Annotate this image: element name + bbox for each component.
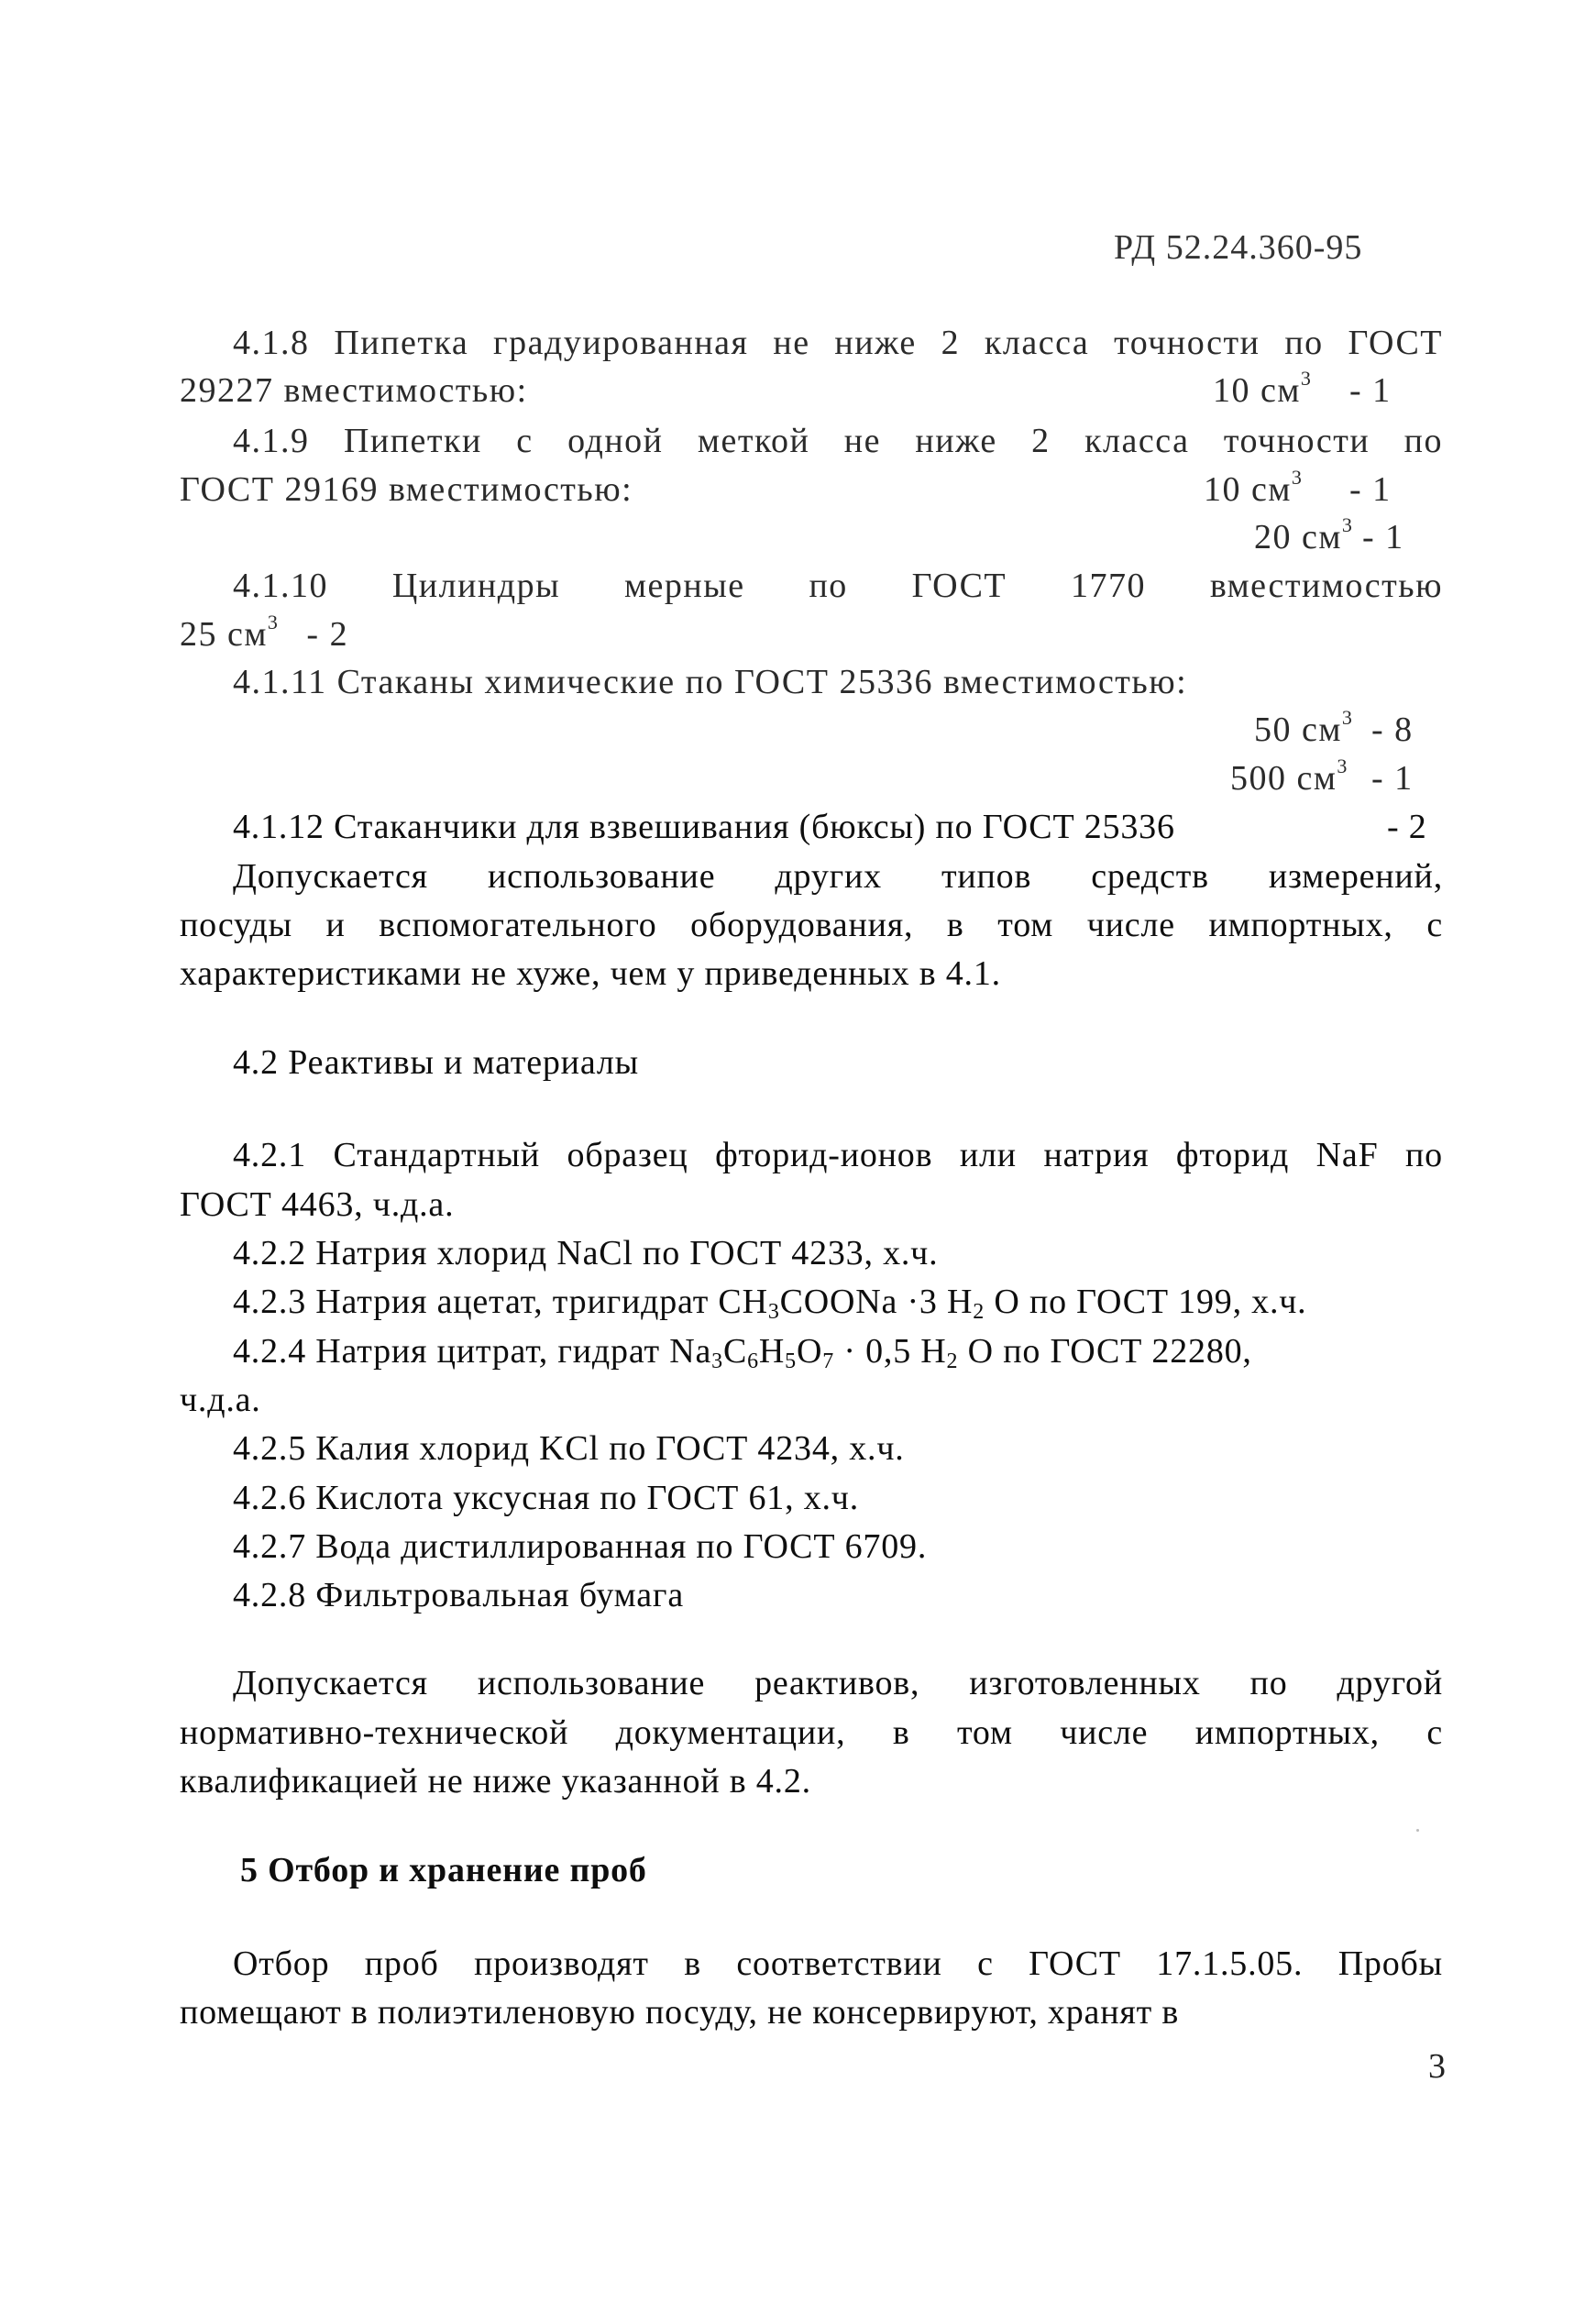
item-4111-capacity1: 50 $см^3$ (1254, 706, 1354, 749)
section-5-line1: Отбор проб производят в соответствии с ГОСТ 17.1.5.05. Пробы (233, 1944, 1443, 1983)
reagent-426: 4.2.6 Кислота уксусная по ГОСТ 61, х.ч. (233, 1479, 860, 1517)
item-419-count2: - 1 (1362, 518, 1404, 556)
reagent-427: 4.2.7 Вода дистиллированная по ГОСТ 6709. (233, 1527, 928, 1566)
reagents-heading: 4.2 Реактивы и материалы (233, 1043, 639, 1082)
item-4111-line1: 4.1.11 Стаканы химические по ГОСТ 25336 вместимостью: (233, 663, 1188, 701)
equipment-allowance-line2: посуды и вспомогательного оборудования, в том числе импортных, с (180, 906, 1443, 944)
equipment-allowance-line1: Допускается использование других типов средств измерений, (233, 857, 1443, 896)
item-4110-capacity: 25 $см^3 - 2$ (180, 611, 349, 654)
reagent-421-line1: 4.2.1 Стандартный образец фторид-ионов или натрия фторид NaF по (233, 1136, 1443, 1174)
item-4112-text: 4.1.12 Стаканчики для взвешивания (бюксы) по ГОСТ 25336 (233, 808, 1175, 846)
section-5-heading: 5 Отбор и хранение проб (240, 1851, 647, 1889)
item-418-count: - 1 (1349, 371, 1392, 410)
item-419-line2: ГОСТ 29169 вместимостью: (180, 470, 633, 509)
item-418-line2: 29227 вместимостью: (180, 371, 528, 410)
reagent-428: 4.2.8 Фильтровальная бумага (233, 1576, 684, 1614)
item-4112-count: - 2 (1387, 808, 1427, 846)
item-419-capacity1: 10 $см^3$ (1204, 466, 1304, 509)
reagent-422: 4.2.2 Натрия хлорид NaCl по ГОСТ 4233, х.ч. (233, 1234, 939, 1272)
reagent-425: 4.2.5 Калия хлорид KCl по ГОСТ 4234, х.ч. (233, 1429, 905, 1468)
reagents-allowance-line2: нормативно-технической документации, в том числе импортных, с (180, 1713, 1443, 1752)
item-4111-count2: - 1 (1371, 759, 1414, 798)
item-4111-capacity2: 500 $см^3$ (1230, 754, 1348, 798)
item-419-line1: 4.1.9 Пипетки с одной меткой не ниже 2 класса точности по (233, 422, 1443, 460)
item-4110-line1: 4.1.10 Цилиндры мерные по ГОСТ 1770 вместимостью (233, 567, 1443, 605)
reagent-421-line2: ГОСТ 4463, ч.д.а. (180, 1185, 455, 1224)
item-418-capacity: 10 $см^3$ (1213, 367, 1313, 410)
item-419-count1: - 1 (1349, 470, 1392, 509)
document-code: РД 52.24.360-95 (1114, 228, 1363, 267)
reagent-424-line1: 4.2.4 Натрия цитрат, гидрат $Na_3C_6H_5O_7 \cdot 0,5$ $H_2$ O по ГОСТ 22280, (233, 1332, 1252, 1373)
reagents-allowance-line1: Допускается использование реактивов, изготовленных по другой (233, 1664, 1443, 1702)
page-number: 3 (1428, 2047, 1446, 2086)
item-419-capacity2: 20 $см^3$ (1254, 513, 1354, 556)
reagents-allowance-line3: квалификацией не ниже указанной в 4.2. (180, 1762, 811, 1801)
reagent-423: 4.2.3 Натрия ацетат, тригидрат $CH_3COONa \cdot 3$ $H_2$ O по ГОСТ 199, х.ч. (233, 1283, 1307, 1324)
section-5-line2: помещают в полиэтиленовую посуду, не консервируют, хранят в (180, 1993, 1180, 2032)
item-418-line1: 4.1.8 Пипетка градуированная не ниже 2 класса точности по ГОСТ (233, 324, 1443, 362)
scan-speck (1416, 1829, 1419, 1832)
equipment-allowance-line3: характеристиками не хуже, чем у приведенных в 4.1. (180, 954, 1001, 993)
item-4111-count1: - 8 (1371, 710, 1414, 749)
reagent-424-line2: ч.д.а. (180, 1381, 261, 1419)
